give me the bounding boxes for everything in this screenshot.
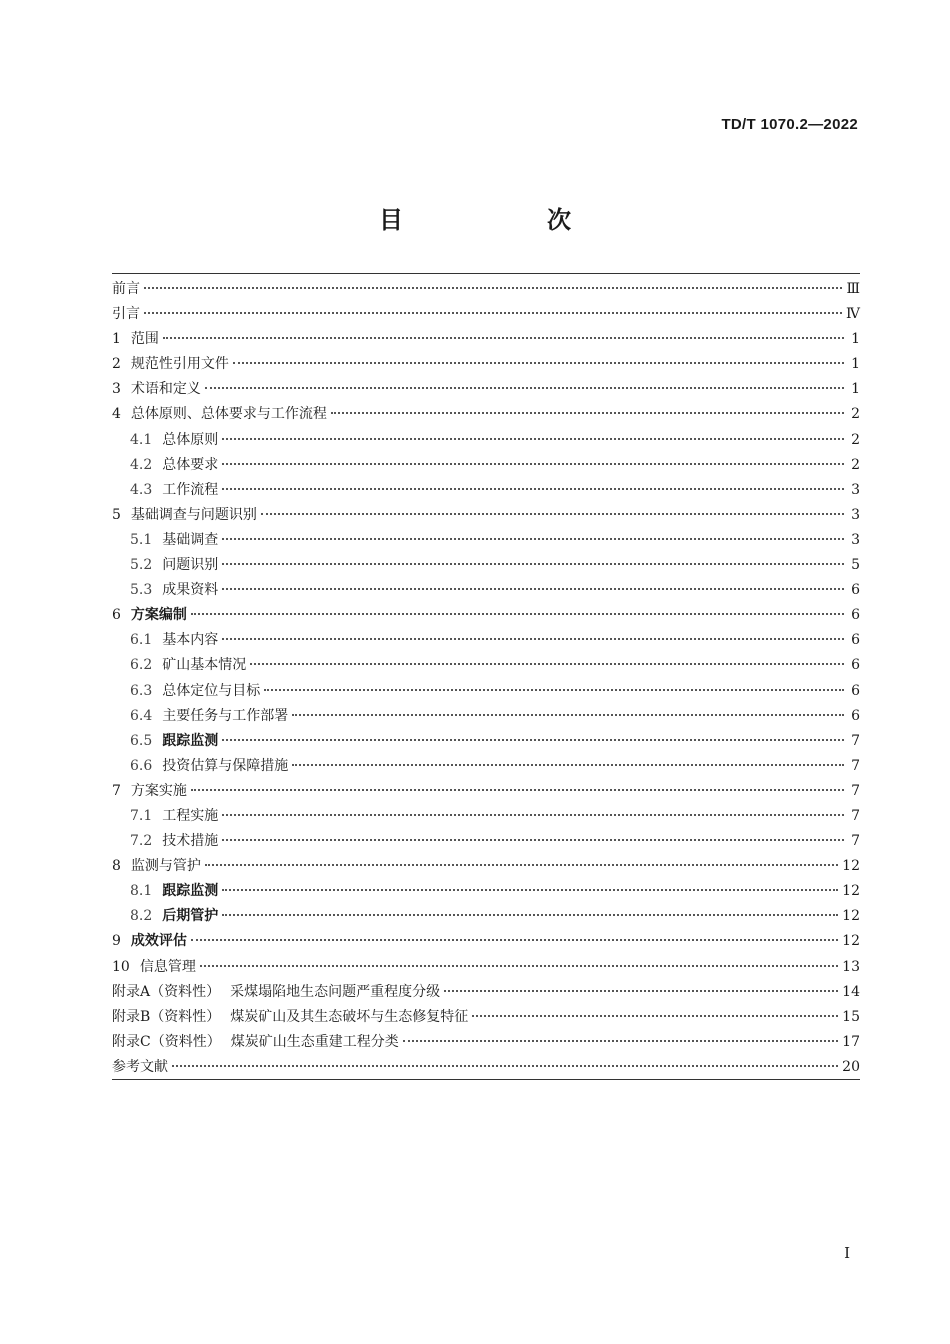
toc-entry-number: 附录C（资料性） xyxy=(112,1033,221,1050)
toc-entry[interactable] xyxy=(112,628,860,653)
toc-entry-label: 总体要求 xyxy=(162,456,219,473)
toc-entry[interactable] xyxy=(112,553,860,578)
toc-entry-label: 矿山基本情况 xyxy=(162,657,247,674)
toc-leader-dots xyxy=(222,438,844,440)
toc-entry-label: 范围 xyxy=(130,331,159,348)
toc-entry[interactable] xyxy=(112,704,860,729)
toc-entry[interactable] xyxy=(112,980,860,1005)
toc-entry-number: 1 xyxy=(112,331,121,348)
toc-leader-dots xyxy=(444,990,838,992)
toc-entry-page: 1 xyxy=(851,356,860,373)
toc-entry-page: 2 xyxy=(851,456,860,473)
toc-entry-page: 2 xyxy=(851,431,860,448)
toc-leader-dots xyxy=(472,1015,838,1017)
toc-entry-number: 4.1 xyxy=(130,431,153,448)
toc-entry[interactable] xyxy=(112,729,860,754)
toc-entry-page: 7 xyxy=(851,833,860,850)
toc-entry[interactable] xyxy=(112,402,860,427)
toc-entry-label: 参考文献 xyxy=(112,1058,168,1075)
toc-entry-label: 总体定位与目标 xyxy=(162,682,261,699)
toc-entry[interactable] xyxy=(112,478,860,503)
toc-entry[interactable] xyxy=(112,352,860,377)
toc-leader-dots xyxy=(403,1040,838,1042)
page-number: I xyxy=(844,1244,850,1262)
toc-entry-number: 10 xyxy=(112,958,130,975)
toc-entry-label: 投资估算与保障措施 xyxy=(162,757,289,774)
toc-entry-label: 方案实施 xyxy=(130,782,187,799)
toc-entry-number: 7.2 xyxy=(130,833,153,850)
toc-leader-dots xyxy=(292,764,844,766)
toc-entry-page: 6 xyxy=(851,582,860,599)
toc-leader-dots xyxy=(222,739,844,741)
toc-entry-page: 6 xyxy=(851,607,860,624)
toc-entry-label: 规范性引用文件 xyxy=(130,356,229,373)
toc-entry-page: 12 xyxy=(842,908,860,925)
toc-entry[interactable] xyxy=(112,804,860,829)
toc-entry-number: 6.2 xyxy=(130,657,153,674)
toc-entry-page: 14 xyxy=(842,983,860,1000)
toc-leader-dots xyxy=(222,588,844,590)
toc-entry-label: 基础调查与问题识别 xyxy=(130,506,257,523)
toc-entry-label: 问题识别 xyxy=(162,557,219,574)
toc-entry-number: 7 xyxy=(112,782,121,799)
toc-entry-page: 6 xyxy=(851,657,860,674)
toc-entry-number: 6.3 xyxy=(130,682,153,699)
toc-entry-page: 12 xyxy=(842,933,860,950)
toc-entry-label: 监测与管护 xyxy=(130,858,201,875)
toc-leader-dots xyxy=(292,714,844,716)
toc-leader-dots xyxy=(222,538,844,540)
toc-entry[interactable] xyxy=(112,302,860,327)
toc-entry-page: 17 xyxy=(842,1033,860,1050)
toc-leader-dots xyxy=(191,789,844,791)
toc-entry-label: 基础调查 xyxy=(162,531,219,548)
toc-entry[interactable] xyxy=(112,653,860,678)
toc-entry-number: 8.1 xyxy=(130,883,153,900)
toc-entry-page: Ⅳ xyxy=(846,306,860,323)
toc-leader-dots xyxy=(172,1065,838,1067)
toc-entry[interactable] xyxy=(112,428,860,453)
toc-leader-dots xyxy=(222,814,844,816)
toc-entry-number: 9 xyxy=(112,933,121,950)
toc-entry-page: 1 xyxy=(851,381,860,398)
toc-entry-number: 4.3 xyxy=(130,481,153,498)
toc-entry-label: 成果资料 xyxy=(162,582,219,599)
toc-entry-label: 基本内容 xyxy=(162,632,219,649)
toc-leader-dots xyxy=(222,488,844,490)
toc-leader-dots xyxy=(222,889,838,891)
toc-entry-label: 煤炭矿山及其生态破坏与生态修复特征 xyxy=(230,1008,469,1025)
toc-leader-dots xyxy=(200,965,838,967)
toc-entry[interactable] xyxy=(112,955,860,980)
toc-entry-label: 方案编制 xyxy=(130,607,187,624)
page-title: 目 次 xyxy=(379,206,631,234)
toc-entry-number: 5.3 xyxy=(130,582,153,599)
top-rule xyxy=(112,273,860,274)
toc-leader-dots xyxy=(222,839,844,841)
toc-entry-number: 5.1 xyxy=(130,531,153,548)
toc-entry-page: 7 xyxy=(851,807,860,824)
toc-entry[interactable] xyxy=(112,503,860,528)
toc-entry[interactable] xyxy=(112,453,860,478)
toc-entry-label: 跟踪监测 xyxy=(162,732,219,749)
toc-entry[interactable] xyxy=(112,277,860,302)
bottom-rule xyxy=(112,1079,860,1080)
toc-entry-page: 12 xyxy=(842,883,860,900)
toc-entry-label: 总体原则、总体要求与工作流程 xyxy=(130,406,327,423)
toc-entry-page: 2 xyxy=(851,406,860,423)
toc-entry-page: 6 xyxy=(851,632,860,649)
toc-entry-page: 3 xyxy=(851,506,860,523)
toc-entry-label: 前言 xyxy=(112,281,140,297)
toc-entry[interactable] xyxy=(112,854,860,879)
toc-entry-number: 6.6 xyxy=(130,757,153,774)
toc-entry-page: 3 xyxy=(851,481,860,498)
toc-leader-dots xyxy=(144,312,842,314)
toc-leader-dots xyxy=(205,864,838,866)
toc-entry-label: 采煤塌陷地生态问题严重程度分级 xyxy=(230,983,441,1000)
toc-leader-dots xyxy=(261,513,844,515)
toc-entry-page: 20 xyxy=(842,1058,860,1075)
toc-leader-dots xyxy=(163,337,844,339)
toc-entry-number: 附录B（资料性） xyxy=(112,1008,221,1025)
toc-entry[interactable] xyxy=(112,528,860,553)
toc-entry[interactable] xyxy=(112,929,860,954)
toc-leader-dots xyxy=(222,914,838,916)
toc-entry[interactable] xyxy=(112,603,860,628)
toc-entry[interactable] xyxy=(112,578,860,603)
toc-entry-label: 引言 xyxy=(112,306,140,323)
toc-entry-label: 煤炭矿山生态重建工程分类 xyxy=(230,1033,399,1050)
toc-entry-label: 成效评估 xyxy=(130,933,187,950)
toc-entry-label: 总体原则 xyxy=(162,431,219,448)
toc-entry-page: 15 xyxy=(842,1008,860,1025)
toc-entry-number: 3 xyxy=(112,381,121,398)
toc-entry[interactable] xyxy=(112,779,860,804)
toc-entry-label: 主要任务与工作部署 xyxy=(162,707,289,724)
toc-entry[interactable] xyxy=(112,829,860,854)
toc-entry-page: 12 xyxy=(842,858,860,875)
toc-entry-number: 2 xyxy=(112,356,121,373)
toc-entry[interactable] xyxy=(112,1030,860,1055)
toc-leader-dots xyxy=(264,689,844,691)
toc-entry-page: 3 xyxy=(851,531,860,548)
toc-entry-page: 6 xyxy=(851,707,860,724)
toc-entry-number: 6.1 xyxy=(130,632,153,649)
toc-entry-label: 跟踪监测 xyxy=(162,883,219,900)
toc-entry-page: Ⅲ xyxy=(846,281,860,297)
toc-entry-number: 6.4 xyxy=(130,707,153,724)
toc-entry-label: 后期管护 xyxy=(162,908,219,925)
toc-entry-number: 6 xyxy=(112,607,121,624)
toc-leader-dots xyxy=(233,362,844,364)
toc-entry[interactable] xyxy=(112,904,860,929)
toc-entry-label: 工作流程 xyxy=(162,481,219,498)
toc-leader-dots xyxy=(222,563,844,565)
toc-entry-page: 13 xyxy=(842,958,860,975)
toc-leader-dots xyxy=(250,663,844,665)
toc-entry-number: 5.2 xyxy=(130,557,153,574)
toc-entry-page: 7 xyxy=(851,732,860,749)
toc-entry-page: 6 xyxy=(851,682,860,699)
table-of-contents xyxy=(112,277,860,1080)
toc-entry-number: 8 xyxy=(112,858,121,875)
toc-entry-number: 7.1 xyxy=(130,807,153,824)
toc-entry-page: 7 xyxy=(851,782,860,799)
toc-entry[interactable] xyxy=(112,754,860,779)
toc-leader-dots xyxy=(222,638,844,640)
toc-entry[interactable] xyxy=(112,1055,860,1080)
toc-entry-number: 5 xyxy=(112,506,121,523)
toc-leader-dots xyxy=(205,387,844,389)
toc-entry-number: 6.5 xyxy=(130,732,153,749)
toc-entry-label: 技术措施 xyxy=(162,833,219,850)
toc-entry-number: 附录A（资料性） xyxy=(112,983,221,1000)
toc-entry[interactable] xyxy=(112,377,860,402)
toc-entry[interactable] xyxy=(112,327,860,352)
toc-leader-dots xyxy=(191,939,838,941)
standard-code: TD/T 1070.2—2022 xyxy=(721,116,858,133)
toc-entry-label: 术语和定义 xyxy=(130,381,201,398)
toc-entry-page: 1 xyxy=(851,331,860,348)
toc-entry[interactable] xyxy=(112,1005,860,1030)
toc-entry-number: 8.2 xyxy=(130,908,153,925)
toc-entry-label: 信息管理 xyxy=(139,958,196,975)
toc-entry[interactable] xyxy=(112,879,860,904)
toc-entry-number: 4 xyxy=(112,406,121,423)
toc-entry[interactable] xyxy=(112,679,860,704)
toc-leader-dots xyxy=(191,613,844,615)
toc-entry-label: 工程实施 xyxy=(162,807,219,824)
toc-leader-dots xyxy=(222,463,844,465)
toc-entry-page: 5 xyxy=(851,557,860,574)
toc-entry-page: 7 xyxy=(851,757,860,774)
toc-entry-number: 4.2 xyxy=(130,456,153,473)
toc-leader-dots xyxy=(144,287,842,289)
toc-leader-dots xyxy=(331,412,844,414)
